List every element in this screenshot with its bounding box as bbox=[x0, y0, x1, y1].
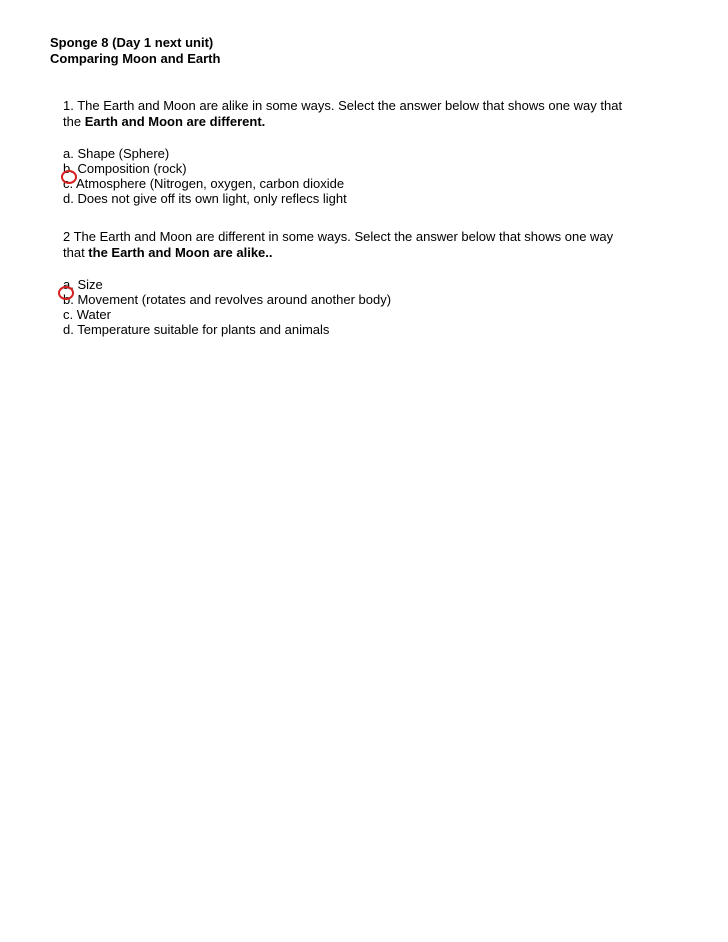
question-2-options bbox=[63, 277, 683, 337]
worksheet-title: Sponge 8 (Day 1 next unit) bbox=[50, 35, 214, 50]
question-1-option-a: a. Shape (Sphere) bbox=[63, 146, 170, 161]
question-2-text-line2 bbox=[63, 245, 683, 261]
question-2-text-line1: 2 The Earth and Moon are different in some ways. Select the answer below that shows one way bbox=[63, 229, 614, 244]
worksheet-header bbox=[50, 35, 220, 67]
question-1-text-line1: 1. The Earth and Moon are alike in some ways. Select the answer below that shows one way that bbox=[63, 98, 623, 113]
question-2-answer-circle bbox=[58, 286, 74, 300]
question-2-option-c: c. Water bbox=[63, 307, 111, 322]
question-1-option-b: b. Composition (rock) bbox=[63, 161, 187, 176]
question-1-options bbox=[63, 146, 683, 206]
question-2-option-b: b. Movement (rotates and revolves around another body) bbox=[63, 292, 392, 307]
question-1-prefix: the bbox=[63, 114, 85, 129]
question-2-emphasis: the Earth and Moon are alike.. bbox=[88, 245, 273, 260]
question-1-emphasis: Earth and Moon are different. bbox=[84, 114, 266, 129]
question-1-text-line2 bbox=[63, 114, 683, 130]
question-1-option-c: c. Atmosphere (Nitrogen, oxygen, carbon dioxide bbox=[63, 176, 345, 191]
question-2 bbox=[63, 229, 683, 337]
question-1 bbox=[63, 98, 683, 206]
question-2-option-d: d. Temperature suitable for plants and animals bbox=[63, 322, 330, 337]
question-1-answer-circle bbox=[61, 170, 77, 184]
question-2-option-a: a. Size bbox=[63, 277, 103, 292]
question-1-option-d: d. Does not give off its own light, only reflecs light bbox=[63, 191, 347, 206]
question-2-prefix: that bbox=[63, 245, 89, 260]
worksheet-subtitle: Comparing Moon and Earth bbox=[50, 51, 221, 66]
